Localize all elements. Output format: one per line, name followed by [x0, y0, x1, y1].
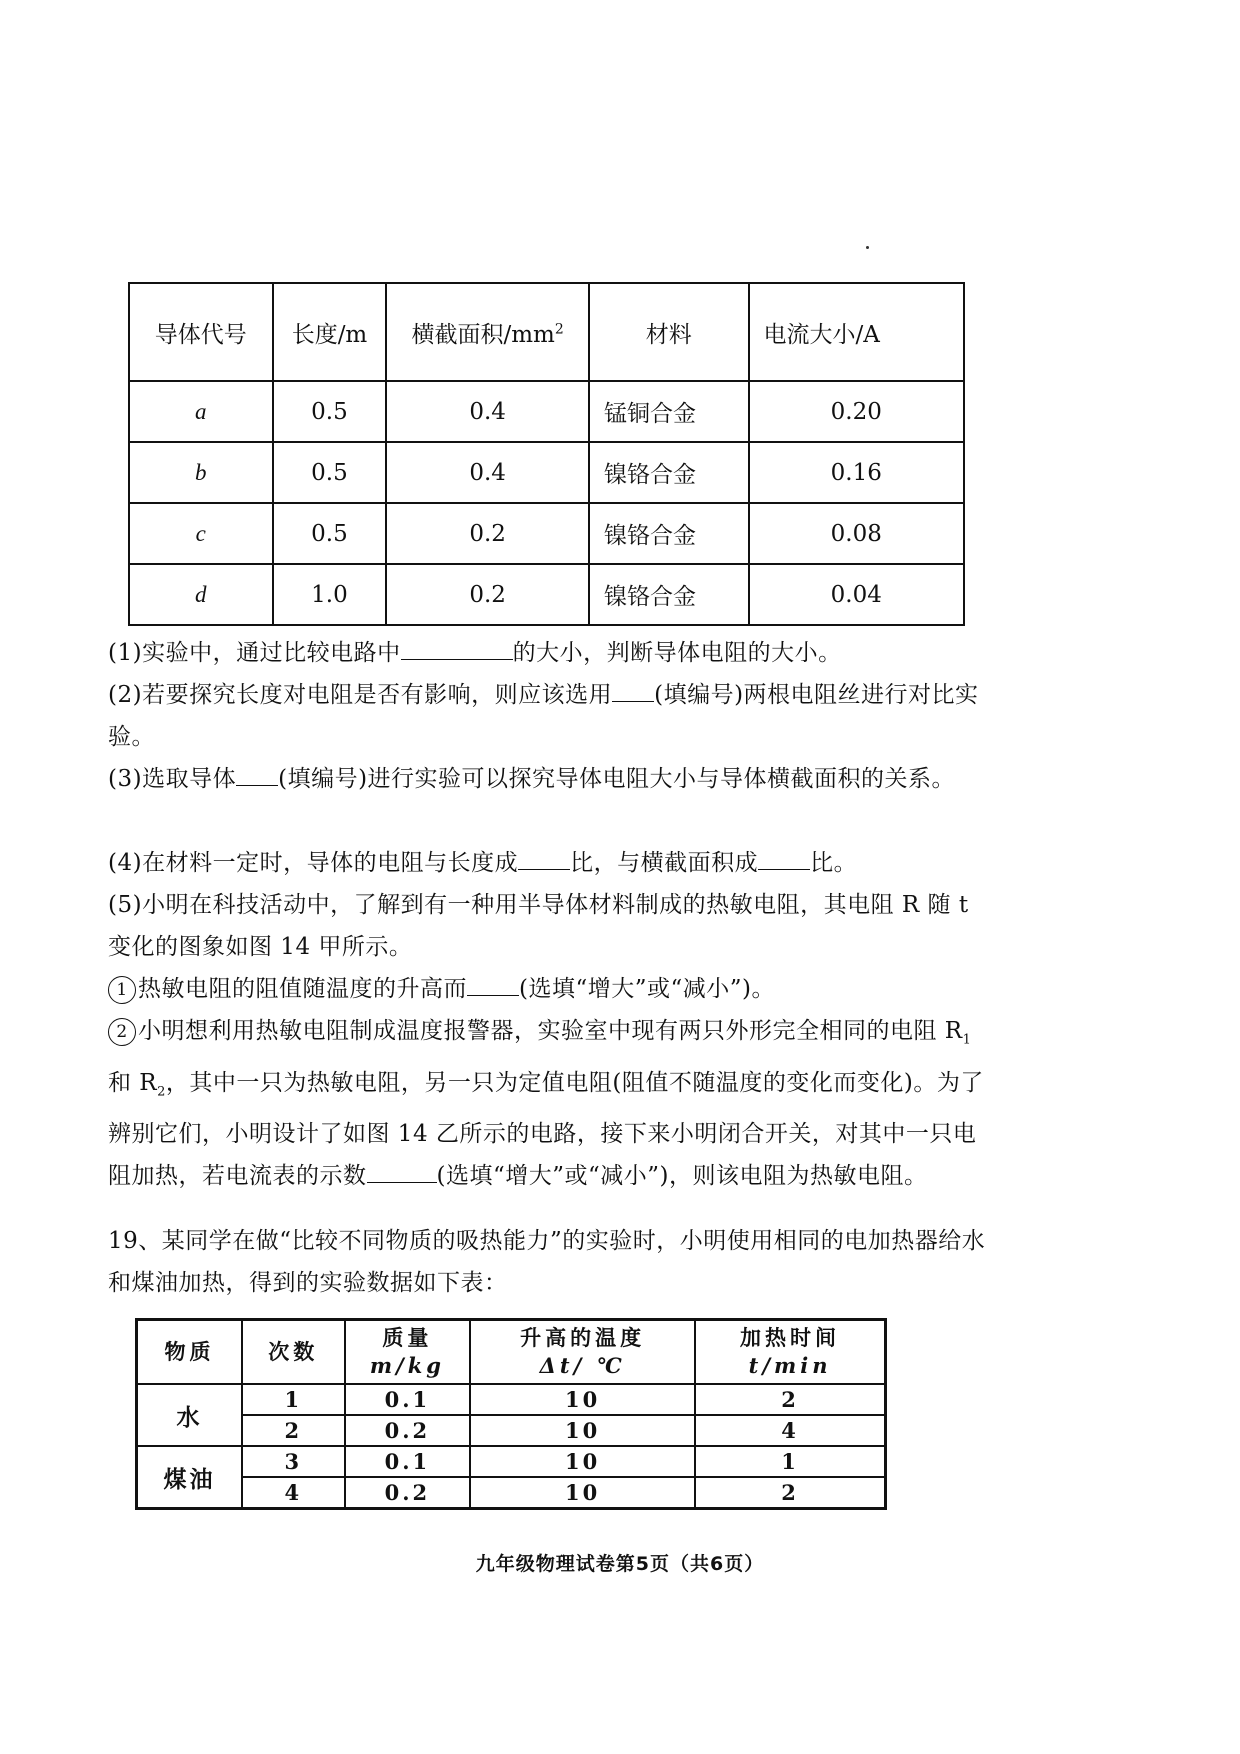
question-1: (1)实验中，通过比较电路中 的大小，判断导体电阻的大小。 [108, 632, 988, 674]
cell-substance-kerosene: 煤油 [137, 1446, 243, 1509]
answer-blank[interactable] [367, 1156, 437, 1183]
answer-blank[interactable] [758, 843, 810, 870]
heat-absorption-table [135, 1318, 887, 1510]
cell-code: d [129, 564, 273, 625]
cell-count: 4 [242, 1477, 345, 1509]
header-material: 材料 [589, 283, 749, 381]
answer-blank[interactable] [236, 759, 278, 786]
table-row [137, 1415, 886, 1446]
cell-current: 0.08 [749, 503, 965, 564]
question-5: (5)小明在科技活动中，了解到有一种用半导体材料制成的热敏电阻，其电阻 R 随 t 变化的图象如图 14 甲所示。 [108, 892, 969, 960]
cell-area: 0.2 [386, 564, 589, 625]
cell-heating-time: 1 [695, 1446, 885, 1477]
cell-area: 0.4 [386, 381, 589, 442]
table-row [129, 381, 964, 442]
cell-current: 0.04 [749, 564, 965, 625]
cell-material: 镍铬合金 [589, 503, 749, 564]
cell-temperature-rise: 10 [470, 1384, 695, 1415]
cell-length: 0.5 [273, 442, 387, 503]
cell-temperature-rise: 10 [470, 1446, 695, 1477]
cell-length: 0.5 [273, 381, 387, 442]
header-heating-time: 加热时间 t/min [695, 1320, 885, 1385]
question-5-part-1: 1 热敏电阻的阻值随温度的升高而 (选填“增大”或“减小”)。 [108, 968, 988, 1010]
cell-length: 0.5 [273, 503, 387, 564]
question-5-part-2: 2 小明想利用热敏电阻制成温度报警器，实验室中现有两只外形完全相同的电阻 $R_1$和 $R_2$，其中一只为热敏电阻，另一只为定值电阻(阻值不随温度的变化而变化)。为了辨别它们，小明设计了如图 14 乙所示的电路，接下来小明闭合开关，对其中一只电阻加热，若电流表的示数 (选填“增大”或“减小”)，则该电阻为热敏电阻。 [108, 1018, 984, 1190]
cell-area: 0.4 [386, 442, 589, 503]
question-3: (3)选取导体 (填编号)进行实验可以探究导体电阻大小与导体横截面积的关系。 [108, 758, 988, 800]
table-row [137, 1384, 886, 1415]
table-row [137, 1446, 886, 1477]
question-4: (4)在材料一定时，导体的电阻与长度成 比，与横截面积成 比。 [108, 842, 988, 884]
answer-blank[interactable] [612, 675, 654, 702]
cell-count: 2 [242, 1415, 345, 1446]
cell-heating-time: 4 [695, 1415, 885, 1446]
cell-mass: 0.2 [345, 1415, 471, 1446]
conductor-table [128, 282, 965, 626]
cell-substance-water: 水 [137, 1384, 243, 1446]
header-area: 横截面积$/mm^2$ [386, 283, 589, 381]
table-header-row [137, 1320, 886, 1385]
question-2: (2)若要探究长度对电阻是否有影响，则应该选用 (填编号)两根电阻丝进行对比实验。 [108, 674, 988, 758]
cell-count: 3 [242, 1446, 345, 1477]
scan-speck [866, 246, 869, 249]
cell-count: 1 [242, 1384, 345, 1415]
cell-mass: 0.1 [345, 1446, 471, 1477]
header-count: 次数 [242, 1320, 345, 1385]
answer-blank[interactable] [467, 969, 519, 996]
cell-heating-time: 2 [695, 1477, 885, 1509]
header-substance: 物质 [137, 1320, 243, 1385]
cell-code: c [129, 503, 273, 564]
circle-number: 1 [108, 976, 136, 1004]
cell-temperature-rise: 10 [470, 1415, 695, 1446]
table-row [129, 442, 964, 503]
table-row [129, 564, 964, 625]
cell-current: 0.16 [749, 442, 965, 503]
cell-mass: 0.1 [345, 1384, 471, 1415]
table-header-row [129, 283, 964, 381]
header-length: 长度/m [273, 283, 387, 381]
cell-code: b [129, 442, 273, 503]
cell-material: 镍铬合金 [589, 442, 749, 503]
answer-blank[interactable] [518, 843, 570, 870]
header-mass: 质量 m/kg [345, 1320, 471, 1385]
circle-number: 2 [108, 1018, 136, 1046]
answer-blank[interactable] [401, 633, 513, 660]
table-row [137, 1477, 886, 1509]
cell-area: 0.2 [386, 503, 589, 564]
cell-temperature-rise: 10 [470, 1477, 695, 1509]
cell-mass: 0.2 [345, 1477, 471, 1509]
header-temperature-rise: 升高的温度 Δt/ ℃ [470, 1320, 695, 1385]
cell-length: 1.0 [273, 564, 387, 625]
cell-code: a [129, 381, 273, 442]
header-current: 电流大小/A [749, 283, 965, 381]
cell-heating-time: 2 [695, 1384, 885, 1415]
page-footer: 九年级物理试卷第5页（共6页） [475, 1553, 765, 1575]
cell-current: 0.20 [749, 381, 965, 442]
header-code: 导体代号 [129, 283, 273, 381]
cell-material: 镍铬合金 [589, 564, 749, 625]
question-19: 19、某同学在做“比较不同物质的吸热能力”的实验时，小明使用相同的电加热器给水和煤油加热，得到的实验数据如下表： [108, 1228, 986, 1296]
cell-material: 锰铜合金 [589, 381, 749, 442]
table-row [129, 503, 964, 564]
